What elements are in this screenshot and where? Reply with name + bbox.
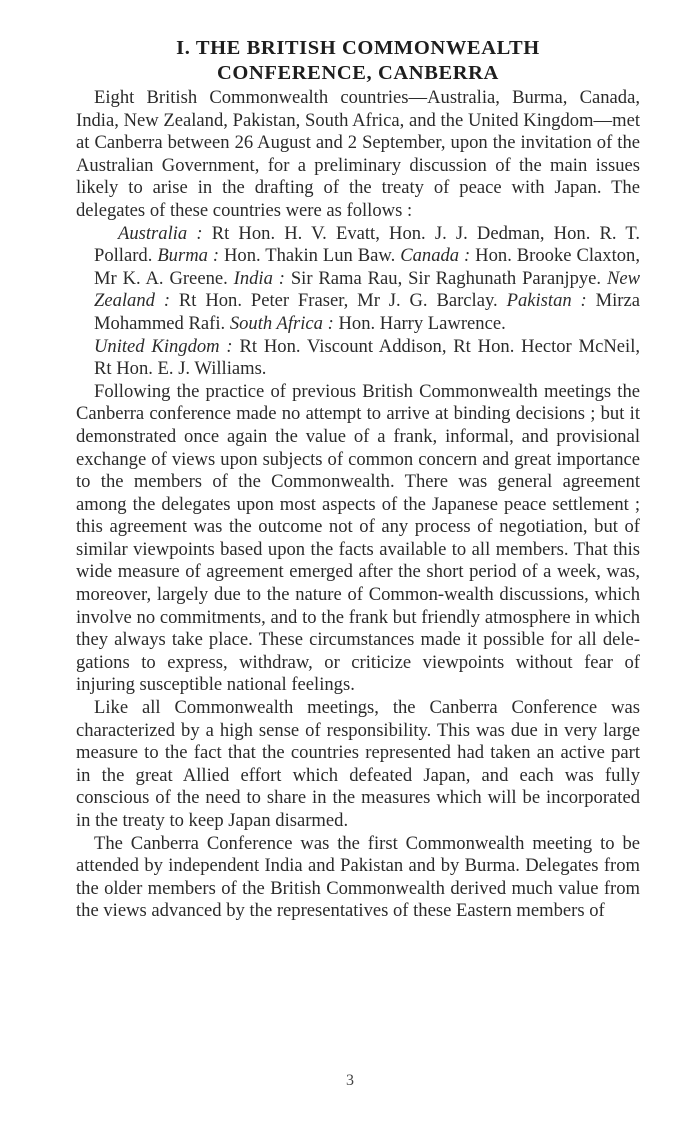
country-new-zealand: New Zealand : [94,267,641,312]
body-text [76,87,640,923]
page-number: 3 [346,1072,354,1089]
names-south-africa: Hon. Harry Lawrence. [338,312,506,334]
country-burma: Burma : [157,245,220,267]
paragraph-first-meeting: The Canberra Conference was the first Commonwealth meeting to be attended by independent India and Pakistan and by Burma. Delegates from the older members of the British Commonwealth derived much value from the views advanced by the representatives of these Eastern members of [76,832,640,922]
country-india: India : [233,267,285,289]
country-united-kingdom: United Kingdom : [94,335,233,357]
names-burma: Hon. Thakin Lun Baw. [224,245,396,267]
names-canada: Hon. Brooke Claxton, Mr K. A. Greene. [94,245,640,289]
paragraph-practice: Following the practice of previous British Commonwealth meetings the Canberra conference made no attempt to arrive at binding decisions ; but it demonstrated once again the value of a frank, informal, and provisional exchange of views upon subjects of common concern and great importance to the members of the Commonwealth. There was general agreement among the delegates upon most aspects of the Japanese peace settlement ; this agreement was the outcome not of any process of negotiation, but of similar viewpoints based upon the facts available to all members. That this wide measure of agreement emerged after the short period of a week, was, moreover, largely due to the nature of Common-wealth discussions, which involve no commitments, and to the frank but friendly atmosphere in which they always take place. These circumstances made it possible for all dele-gations to express, withdraw, or criticize viewpoints without fear of injuring susceptible national feelings. [76,380,640,696]
delegates-list [76,223,640,381]
delegates-block-1 [94,223,640,336]
country-canada: Canada : [400,245,471,267]
names-new-zealand: Rt Hon. Peter Fraser, Mr J. G. Barclay. [178,290,498,312]
names-india: Sir Rama Rau, Sir Raghunath Paranjpye. [290,267,602,289]
country-pakistan: Pakistan : [506,290,587,312]
paragraph-responsibility: Like all Commonwealth meetings, the Canberra Conference was characterized by a high sense of responsibility. This was due in very large measure to the fact that the countries represented had taken an active part in the great Allied effort which defeated Japan, and each was fully conscious of the need to share in the measures which will be incorporated in the treaty to keep Japan disarmed. [76,697,640,831]
country-australia: Australia : [118,222,203,244]
title-line-2: CONFERENCE, CANBERRA [217,62,499,84]
paragraph-intro: Eight British Commonwealth countries—Australia, Burma, Canada, India, New Zealand, Pakistan, South Africa, and the United Kingdom—met at Canberra between 26 August and 2 September, upon the invitation of the Australian Government, for a preliminary discussion of the main issues likely to arise in the drafting of the treaty of peace with Japan. The delegates of these countries were as follows : [76,87,640,221]
section-title [76,36,640,86]
names-united-kingdom: Rt Hon. Viscount Addison, Rt Hon. Hector McNeil, Rt Hon. E. J. Williams. [94,335,641,380]
country-south-africa: South Africa : [229,312,334,334]
names-pakistan: Mirza Mohammed Rafi. [94,290,641,334]
delegates-block-2 [94,336,640,381]
title-line-1: I. THE BRITISH COMMONWEALTH [176,37,540,59]
document-page [76,36,640,923]
names-australia: Rt Hon. H. V. Evatt, Hon. J. J. Dedman, Hon. R. T. Pollard. [94,222,640,267]
